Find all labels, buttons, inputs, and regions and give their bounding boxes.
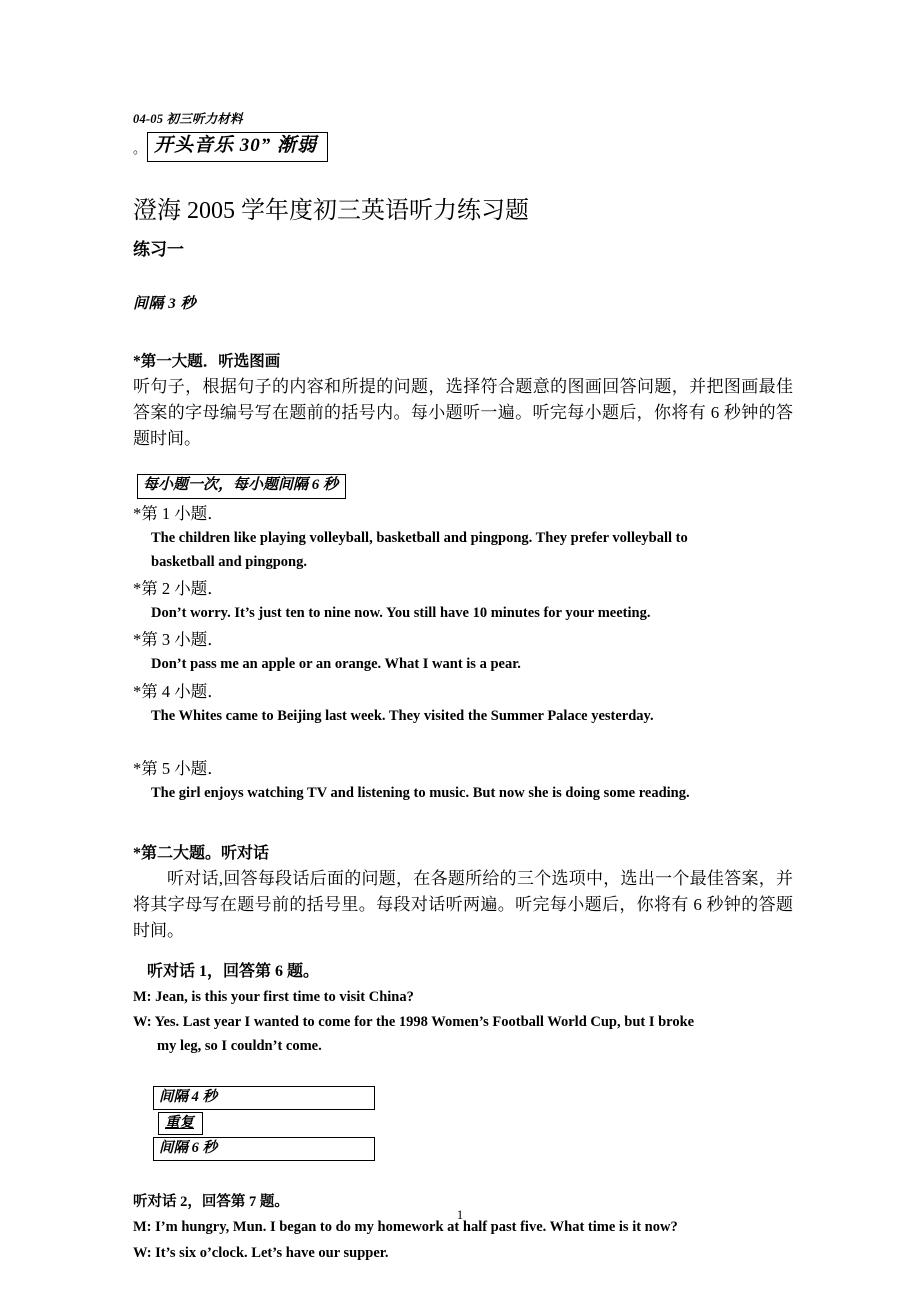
cue-box-interval-6s: 间隔 6 秒 (153, 1137, 375, 1161)
section-1-heading: *第一大题．听选图画 (133, 352, 281, 370)
cue-box-stack (153, 1086, 793, 1161)
item-label: *第 4 小题． (133, 681, 224, 701)
section-1-cue-box: 每小题一次，每小题间隔 6 秒 (137, 474, 346, 499)
item-sentence (151, 705, 793, 728)
item-label: *第 2 小题． (133, 578, 224, 598)
dialog-2-line-female: W: It’s six o’clock. Let’s have our supper. (133, 1244, 389, 1261)
item-label: *第 1 小题． (133, 504, 224, 524)
item-sentence-line: The girl enjoys watching TV and listening to music. But now she is doing some reading. (151, 785, 690, 802)
document-content (133, 112, 793, 1265)
section-2-heading: *第二大题。听对话 (133, 844, 270, 862)
dialog-line-continuation: my leg, so I couldn’t come. (157, 1037, 322, 1054)
item-sentence-line: Don’t worry. It’s just ten to nine now. You still have 10 minutes for your meeting. (151, 604, 651, 621)
dialog-1-line-female (133, 1011, 793, 1058)
dialog-1-line-male: M: Jean, is this your first time to visit China? (133, 988, 414, 1005)
item-sentence-line: Don’t pass me an apple or an orange. What I want is a pear. (151, 656, 521, 673)
section-2-instructions: 听对话,回答每段话后面的问题，在各题所给的三个选项中，选出一个最佳答案，并将其字母写在题号前的括号里。每段对话听两遍。听完每小题后，你将有 6 秒钟的答题时间。 (133, 868, 793, 940)
opening-music-cue-box: 开头音乐 30” 渐弱 (147, 132, 328, 162)
cue-box-interval-4s: 间隔 4 秒 (153, 1086, 375, 1110)
cue-box-repeat (158, 1112, 203, 1136)
spacer (133, 944, 793, 960)
item-sentence-line: The children like playing volleyball, basketball and pingpong. They prefer volleyball to (151, 530, 688, 547)
page-title: 澄海 2005 学年度初三英语听力练习题 (133, 197, 529, 224)
item-sentence (151, 527, 793, 574)
opening-cue-row (133, 132, 793, 162)
item-sentence (151, 602, 793, 625)
document-header-note: 04-05 初三听力材料 (133, 112, 243, 126)
interval-note: 间隔 3 秒 (133, 295, 197, 312)
item-label: *第 5 小题． (133, 759, 224, 779)
spacer (133, 1163, 793, 1189)
document-subtitle: 练习一 (133, 240, 184, 260)
item-sentence-line: The Whites came to Beijing last week. They visited the Summer Palace yesterday. (151, 707, 654, 724)
cue-box-repeat-label: 重复 (165, 1114, 194, 1131)
item-sentence-line: basketball and pingpong. (151, 553, 307, 570)
dialog-line-text: W: Yes. Last year I wanted to come for the 1998 Women’s Football World Cup, but I broke (133, 1014, 695, 1031)
item-sentence (151, 653, 793, 676)
dialog-2-lead: 听对话 2，回答第 7 题。 (133, 1193, 289, 1210)
spacer (133, 728, 793, 754)
item-sentence (151, 782, 793, 805)
dialog-1-lead: 听对话 1，回答第 6 题。 (147, 962, 320, 980)
item-label: *第 3 小题． (133, 630, 224, 650)
section-1-instructions: 听句子，根据句子的内容和所提的问题，选择符合题意的图画回答问题，并把图画最佳答案的字母编号写在题前的括号内。每小题听一遍。听完每小题后，你将有 6 秒钟的答题时间。 (133, 377, 793, 449)
dialog-2-line-male: M: I’m hungry, Mun. I began to do my homework at half past five. What time is it now? (133, 1219, 678, 1236)
cue-bullet-icon: 。 (133, 141, 147, 157)
page-number: 1 (456, 1207, 464, 1222)
